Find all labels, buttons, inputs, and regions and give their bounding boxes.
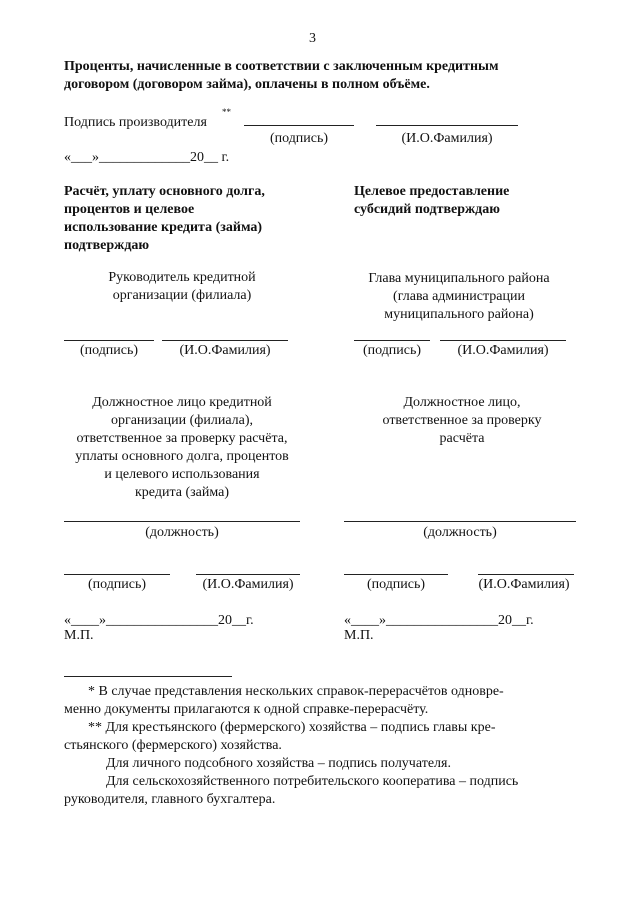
right-official-title: Должностное лицо, ответственное за проверку расчёта xyxy=(382,395,542,446)
left-official-signature-line[interactable] xyxy=(64,574,170,575)
right-head-name-caption: (И.О.Фамилия) xyxy=(457,343,549,358)
confirmation-line-2: договором (договором займа), оплачены в полном объёме. xyxy=(64,77,430,92)
right-official-date: «____»________________20__г. xyxy=(344,613,534,628)
producer-name-caption: (И.О.Фамилия) xyxy=(401,131,493,146)
left-official-position-line[interactable] xyxy=(64,521,300,522)
producer-signature-line[interactable] xyxy=(244,125,354,126)
right-head-signature-caption: (подпись) xyxy=(362,343,422,358)
right-official-signature-line[interactable] xyxy=(344,574,448,575)
left-official-date: «____»________________20__г. xyxy=(64,613,254,628)
footnote-4-line-1: Для сельскохозяйственного потребительского кооператива – подпись xyxy=(106,774,519,789)
right-official-name-line[interactable] xyxy=(478,574,574,575)
right-official-name-caption: (И.О.Фамилия) xyxy=(478,577,570,592)
footnote-2-line-2: стьянского (фермерского) хозяйства. xyxy=(64,738,282,753)
left-head-title: Руководитель кредитной организации (филиала) xyxy=(108,270,256,303)
footnote-1-line-2: менно документы прилагаются к одной справке-перерасчёту. xyxy=(64,702,429,717)
left-official-title: Должностное лицо кредитной организации (филиала), ответственное за проверку расчёта, уплаты основного долга, процентов и целевого использования кредита (займа) xyxy=(75,395,289,500)
footnote-4-line-2: руководителя, главного бухгалтера. xyxy=(64,792,276,807)
right-official-position-caption: (должность) xyxy=(423,525,497,540)
producer-signature-caption: (подпись) xyxy=(269,131,329,146)
left-heading: Расчёт, уплату основного долга, процентов и целевое использование кредита (займа) подтверждаю xyxy=(64,184,265,253)
left-official-stamp: М.П. xyxy=(64,628,94,643)
producer-date: «___»_____________20__ г. xyxy=(64,150,230,165)
left-official-name-caption: (И.О.Фамилия) xyxy=(202,577,294,592)
left-official-signature-caption: (подпись) xyxy=(87,577,147,592)
footnote-2-line-1: ** Для крестьянского (фермерского) хозяйства – подпись главы кре- xyxy=(88,720,496,735)
footnote-1-line-1: * В случае представления нескольких справок-перерасчётов одновре- xyxy=(88,684,504,699)
right-head-title: Глава муниципального района (глава администрации муниципального района) xyxy=(368,271,550,322)
footnote-3: Для личного подсобного хозяйства – подпись получателя. xyxy=(106,756,451,771)
right-official-stamp: М.П. xyxy=(344,628,374,643)
right-head-signature-line[interactable] xyxy=(354,340,430,341)
left-head-name-line[interactable] xyxy=(162,340,288,341)
left-official-name-line[interactable] xyxy=(196,574,300,575)
footnote-separator xyxy=(64,676,232,677)
left-head-signature-caption: (подпись) xyxy=(79,343,139,358)
right-official-signature-caption: (подпись) xyxy=(366,577,426,592)
left-head-name-caption: (И.О.Фамилия) xyxy=(179,343,271,358)
confirmation-line-1: Проценты, начисленные в соответствии с заключенным кредитным xyxy=(64,59,499,74)
producer-name-line[interactable] xyxy=(376,125,518,126)
producer-signature-label: Подпись производителя xyxy=(64,115,207,130)
right-head-name-line[interactable] xyxy=(440,340,566,341)
left-official-position-caption: (должность) xyxy=(145,525,219,540)
page-number: 3 xyxy=(309,31,316,46)
right-heading: Целевое предоставление субсидий подтверждаю xyxy=(354,184,510,217)
right-official-position-line[interactable] xyxy=(344,521,576,522)
producer-footnote-mark: ** xyxy=(222,107,231,117)
left-head-signature-line[interactable] xyxy=(64,340,154,341)
